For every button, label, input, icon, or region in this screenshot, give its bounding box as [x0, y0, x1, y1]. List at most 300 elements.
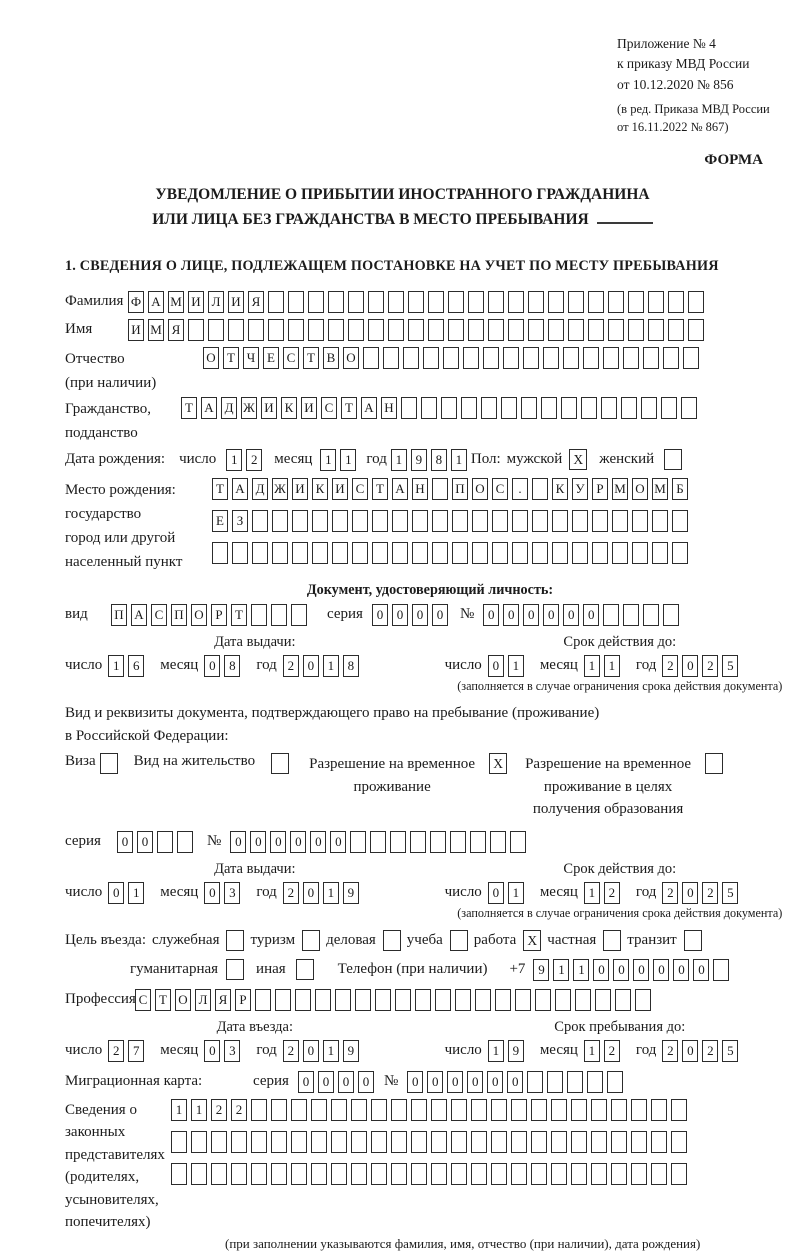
char-box	[528, 319, 544, 341]
day-label: число	[179, 451, 217, 468]
char-box	[171, 1131, 187, 1153]
char-box	[652, 510, 668, 532]
char-box	[411, 1163, 427, 1185]
citizenship-label	[65, 397, 181, 445]
char-box	[688, 291, 704, 313]
char-box: 0	[303, 882, 319, 904]
profession-row	[65, 989, 795, 1011]
representatives-boxes-row3	[171, 1163, 691, 1185]
char-box: 0	[693, 959, 709, 981]
char-box: Я	[168, 319, 184, 341]
purpose-official-checkbox	[226, 930, 244, 951]
section1-heading: 1. СВЕДЕНИЯ О ЛИЦЕ, ПОДЛЕЖАЩЕМ ПОСТАНОВКЕ НА УЧЕТ ПО МЕСТУ ПРЕБЫВАНИЯ	[65, 257, 719, 274]
char-box: 0	[204, 1040, 220, 1062]
char-box	[411, 1099, 427, 1121]
char-box: 0	[503, 604, 519, 626]
char-box	[623, 604, 639, 626]
entry-day-boxes	[108, 1040, 148, 1062]
residence-series-label: серия	[65, 833, 101, 850]
char-box: 0	[682, 882, 698, 904]
char-box	[432, 542, 448, 564]
char-box	[521, 397, 537, 419]
char-box	[583, 347, 599, 369]
day-label: число	[444, 657, 482, 674]
char-box: 0	[488, 655, 504, 677]
surname-boxes	[128, 291, 708, 313]
identity-doc-dates	[65, 655, 795, 677]
stay-until-header: Срок пребывания до:	[554, 1018, 686, 1035]
char-box	[643, 347, 659, 369]
birthplace-boxes-row1	[212, 478, 692, 500]
char-box: Ф	[128, 291, 144, 313]
residence-series-row	[65, 831, 795, 853]
char-box: 0	[270, 831, 286, 853]
char-box: 1	[191, 1099, 207, 1121]
issue-year-boxes	[283, 655, 363, 677]
representatives-label-line: представителях	[65, 1146, 165, 1163]
char-box: К	[312, 478, 328, 500]
char-box	[463, 347, 479, 369]
phone-boxes	[533, 959, 733, 981]
char-box	[495, 989, 511, 1011]
identity-doc-heading: Документ, удостоверяющий личность:	[306, 581, 554, 598]
patronymic-label-line: Отчество	[65, 350, 125, 367]
birthplace-boxes-row2	[212, 510, 692, 532]
month-label: месяц	[160, 884, 199, 901]
char-box: 0	[338, 1071, 354, 1093]
month-label: месяц	[539, 657, 578, 674]
sex-label: Пол:	[470, 451, 501, 468]
char-box	[608, 319, 624, 341]
purpose-work-label: работа	[473, 931, 517, 948]
male-label: мужской	[506, 451, 563, 468]
char-box: 2	[108, 1040, 124, 1062]
char-box	[491, 1099, 507, 1121]
char-box	[431, 1131, 447, 1153]
temp-residence-checkbox: X	[489, 753, 507, 774]
char-box: Т	[231, 604, 247, 626]
purpose-humanitarian-checkbox	[226, 959, 244, 980]
char-box	[527, 1071, 543, 1093]
citizenship-label-line: Гражданство,	[65, 400, 152, 417]
char-box	[348, 291, 364, 313]
char-box: 1	[488, 1040, 504, 1062]
char-box	[335, 989, 351, 1011]
char-box: 0	[372, 604, 388, 626]
birthplace-label-line: населенный пункт	[65, 553, 183, 570]
char-box: 0	[467, 1071, 483, 1093]
char-box	[588, 319, 604, 341]
char-box: О	[472, 478, 488, 500]
char-box	[315, 989, 331, 1011]
representatives-boxes-column	[171, 1099, 691, 1195]
female-label: женский	[599, 451, 655, 468]
char-box	[515, 989, 531, 1011]
char-box	[531, 1163, 547, 1185]
char-box	[408, 291, 424, 313]
char-box	[231, 1163, 247, 1185]
stay-month-boxes	[584, 1040, 624, 1062]
char-box: 6	[128, 655, 144, 677]
form-title	[65, 183, 740, 233]
char-box	[271, 1099, 287, 1121]
char-box	[351, 1163, 367, 1185]
char-box	[631, 1163, 647, 1185]
char-box	[351, 1099, 367, 1121]
purpose-business-checkbox	[383, 930, 401, 951]
char-box: В	[323, 347, 339, 369]
char-box	[552, 510, 568, 532]
char-box	[392, 510, 408, 532]
purpose-other-checkbox	[296, 959, 314, 980]
char-box	[632, 510, 648, 532]
char-box: 1	[323, 882, 339, 904]
char-box	[607, 1071, 623, 1093]
appendix-line: к приказу МВД России	[617, 56, 750, 72]
char-box: К	[552, 478, 568, 500]
char-box	[571, 1131, 587, 1153]
char-box: 1	[340, 449, 356, 471]
char-box: 2	[702, 1040, 718, 1062]
char-box: 0	[117, 831, 133, 853]
char-box: П	[111, 604, 127, 626]
month-label: месяц	[539, 1042, 578, 1059]
char-box	[252, 510, 268, 532]
char-box: 0	[204, 655, 220, 677]
mc-series-label: серия	[253, 1073, 289, 1090]
char-box	[191, 1131, 207, 1153]
char-box	[272, 510, 288, 532]
char-box	[488, 319, 504, 341]
validity-note: (заполняется в случае ограничения срока действия документа)	[457, 678, 783, 693]
char-box	[448, 291, 464, 313]
char-box	[532, 510, 548, 532]
char-box: З	[232, 510, 248, 532]
education-residence-label-line: Разрешение на временное	[525, 756, 692, 773]
char-box	[532, 542, 548, 564]
char-box: 2	[246, 449, 262, 471]
char-box: П	[452, 478, 468, 500]
char-box	[663, 604, 679, 626]
patronymic-boxes	[203, 347, 703, 369]
char-box	[541, 397, 557, 419]
doc-series-boxes	[372, 604, 452, 626]
char-box	[228, 319, 244, 341]
forma-label: ФОРМА	[704, 152, 763, 168]
char-box: Т	[181, 397, 197, 419]
birthdate-label: Дата рождения:	[65, 451, 166, 468]
char-box	[491, 1163, 507, 1185]
validity-note: (заполняется в случае ограничения срока действия документа)	[457, 905, 783, 920]
residence-intro-line2: в Российской Федерации:	[65, 727, 229, 744]
char-box: 2	[702, 655, 718, 677]
char-box	[388, 291, 404, 313]
char-box: 2	[283, 1040, 299, 1062]
char-box: 3	[224, 882, 240, 904]
entry-month-boxes	[204, 1040, 244, 1062]
char-box	[713, 959, 729, 981]
char-box	[623, 347, 639, 369]
char-box	[391, 1131, 407, 1153]
char-box: Д	[221, 397, 237, 419]
char-box: Я	[248, 291, 264, 313]
char-box	[551, 1131, 567, 1153]
purpose-other-label: иная	[256, 961, 286, 978]
char-box: 9	[343, 882, 359, 904]
purpose-business-label: деловая	[326, 931, 376, 948]
phone-prefix: +7	[509, 961, 526, 978]
char-box	[332, 510, 348, 532]
char-box: Р	[211, 604, 227, 626]
char-box	[601, 397, 617, 419]
char-box: 0	[593, 959, 609, 981]
char-box	[251, 1131, 267, 1153]
char-box: 0	[613, 959, 629, 981]
char-box: 0	[310, 831, 326, 853]
char-box	[663, 347, 679, 369]
char-box	[512, 510, 528, 532]
char-box	[671, 1131, 687, 1153]
char-box: 1	[508, 882, 524, 904]
char-box: 0	[298, 1071, 314, 1093]
birth-month-boxes	[320, 449, 360, 471]
entry-dates	[65, 1040, 795, 1062]
char-box: 1	[391, 449, 407, 471]
char-box: Б	[672, 478, 688, 500]
char-box: 2	[662, 882, 678, 904]
expiry-day-boxes	[488, 655, 528, 677]
char-box	[671, 1163, 687, 1185]
char-box	[211, 1131, 227, 1153]
visa-label: Виза	[65, 753, 96, 770]
char-box: 9	[533, 959, 549, 981]
char-box: С	[135, 989, 151, 1011]
char-box: Я	[215, 989, 231, 1011]
char-box	[212, 542, 228, 564]
residence-permit-checkbox	[271, 753, 289, 774]
doc-number-label: №	[459, 606, 475, 623]
birthdate-row	[65, 449, 795, 471]
expiry-year-boxes	[662, 882, 742, 904]
char-box: О	[175, 989, 191, 1011]
char-box	[177, 831, 193, 853]
char-box	[472, 542, 488, 564]
char-box	[171, 1163, 187, 1185]
char-box	[272, 542, 288, 564]
char-box	[328, 319, 344, 341]
char-box: 0	[507, 1071, 523, 1093]
form-title-line1: УВЕДОМЛЕНИЕ О ПРИБЫТИИ ИНОСТРАННОГО ГРАЖДАНИНА	[155, 186, 650, 203]
representatives-note: (при заполнении указываются фамилия, имя, отчество (при наличии), дата рождения)	[225, 1235, 701, 1251]
char-box: 0	[673, 959, 689, 981]
char-box	[571, 1099, 587, 1121]
appendix-block	[617, 34, 795, 136]
char-box: 0	[682, 655, 698, 677]
char-box	[431, 1163, 447, 1185]
char-box	[288, 291, 304, 313]
char-box	[431, 1099, 447, 1121]
char-box	[561, 397, 577, 419]
char-box	[410, 831, 426, 853]
char-box	[628, 319, 644, 341]
char-box: О	[343, 347, 359, 369]
stay-year-boxes	[662, 1040, 742, 1062]
char-box	[451, 1131, 467, 1153]
char-box	[668, 291, 684, 313]
char-box	[428, 319, 444, 341]
char-box	[383, 347, 399, 369]
day-label: число	[65, 1042, 103, 1059]
mc-number-label: №	[383, 1073, 399, 1090]
char-box: О	[191, 604, 207, 626]
char-box: И	[228, 291, 244, 313]
char-box	[508, 319, 524, 341]
birthplace-label-line: Место рождения:	[65, 481, 176, 498]
char-box	[191, 1163, 207, 1185]
char-box: С	[352, 478, 368, 500]
char-box	[271, 604, 287, 626]
char-box: 1	[320, 449, 336, 471]
entry-date-header: Дата въезда:	[216, 1018, 294, 1035]
birthplace-label-line: государство	[65, 505, 142, 522]
title-blank-line	[597, 210, 653, 224]
representatives-label-line: (родителях,	[65, 1169, 140, 1186]
char-box: 5	[722, 655, 738, 677]
char-box	[488, 291, 504, 313]
char-box	[448, 319, 464, 341]
char-box	[455, 989, 471, 1011]
char-box	[567, 1071, 583, 1093]
char-box: М	[652, 478, 668, 500]
char-box	[423, 347, 439, 369]
day-label: число	[444, 884, 482, 901]
char-box	[672, 542, 688, 564]
char-box: Ж	[272, 478, 288, 500]
representatives-label	[65, 1099, 165, 1234]
char-box	[555, 989, 571, 1011]
char-box	[612, 542, 628, 564]
char-box	[611, 1099, 627, 1121]
identity-doc-date-headers	[65, 634, 795, 651]
identity-issue-group	[65, 655, 445, 677]
char-box	[392, 542, 408, 564]
char-box	[531, 1099, 547, 1121]
purpose-label: Цель въезда:	[65, 931, 146, 948]
char-box	[563, 347, 579, 369]
char-box: А	[148, 291, 164, 313]
char-box	[568, 291, 584, 313]
stay-until-group	[445, 1040, 795, 1062]
char-box	[271, 1131, 287, 1153]
char-box: 0	[447, 1071, 463, 1093]
char-box: 2	[211, 1099, 227, 1121]
char-box	[368, 319, 384, 341]
char-box	[475, 989, 491, 1011]
validity-header: Срок действия до:	[563, 860, 677, 877]
char-box	[471, 1099, 487, 1121]
char-box	[621, 397, 637, 419]
representatives-boxes-row1	[171, 1099, 691, 1121]
char-box: П	[171, 604, 187, 626]
char-box: 1	[323, 655, 339, 677]
char-box	[350, 831, 366, 853]
birthplace-label	[65, 478, 212, 574]
amendment-line: (в ред. Приказа МВД России	[617, 101, 770, 116]
char-box	[251, 1099, 267, 1121]
char-box	[503, 347, 519, 369]
char-box: 2	[231, 1099, 247, 1121]
char-box	[157, 831, 173, 853]
char-box: 8	[343, 655, 359, 677]
char-box: 3	[224, 1040, 240, 1062]
char-box	[441, 397, 457, 419]
char-box	[432, 510, 448, 532]
char-box	[481, 397, 497, 419]
representatives-label-line: Сведения о	[65, 1101, 137, 1118]
purpose-transit-label: транзит	[627, 931, 677, 948]
char-box: 5	[722, 1040, 738, 1062]
char-box	[391, 1163, 407, 1185]
char-box: И	[301, 397, 317, 419]
char-box	[252, 542, 268, 564]
char-box: 1	[108, 655, 124, 677]
identity-doc-row	[65, 604, 795, 626]
char-box: 1	[451, 449, 467, 471]
char-box: И	[128, 319, 144, 341]
residence-expiry-group	[445, 882, 795, 904]
char-box	[591, 1131, 607, 1153]
char-box: 0	[427, 1071, 443, 1093]
char-box	[461, 397, 477, 419]
char-box	[490, 831, 506, 853]
char-box	[591, 1099, 607, 1121]
char-box: 1	[171, 1099, 187, 1121]
char-box: Т	[212, 478, 228, 500]
char-box	[652, 542, 668, 564]
representatives-label-line: усыновителях,	[65, 1191, 159, 1208]
char-box: М	[168, 291, 184, 313]
purpose-work-checkbox: X	[523, 930, 541, 951]
char-box: Л	[195, 989, 211, 1011]
char-box	[231, 1131, 247, 1153]
purpose-row2	[65, 959, 795, 981]
firstname-row	[65, 319, 795, 341]
char-box	[501, 397, 517, 419]
char-box	[631, 1099, 647, 1121]
day-label: число	[444, 1042, 482, 1059]
char-box: 1	[584, 655, 600, 677]
char-box	[292, 542, 308, 564]
char-box	[450, 831, 466, 853]
char-box: Е	[263, 347, 279, 369]
birthplace-label-line: город или другой	[65, 529, 176, 546]
char-box: Ч	[243, 347, 259, 369]
purpose-private-checkbox	[603, 930, 621, 951]
char-box	[288, 319, 304, 341]
char-box	[363, 347, 379, 369]
char-box: 0	[392, 604, 408, 626]
char-box	[511, 1131, 527, 1153]
residence-doc-intro	[65, 702, 795, 749]
citizenship-boxes	[181, 397, 701, 419]
char-box: 0	[653, 959, 669, 981]
char-box	[492, 542, 508, 564]
char-box: С	[283, 347, 299, 369]
char-box: 8	[224, 655, 240, 677]
char-box	[595, 989, 611, 1011]
birthplace-boxes-column	[212, 478, 692, 574]
char-box: А	[392, 478, 408, 500]
